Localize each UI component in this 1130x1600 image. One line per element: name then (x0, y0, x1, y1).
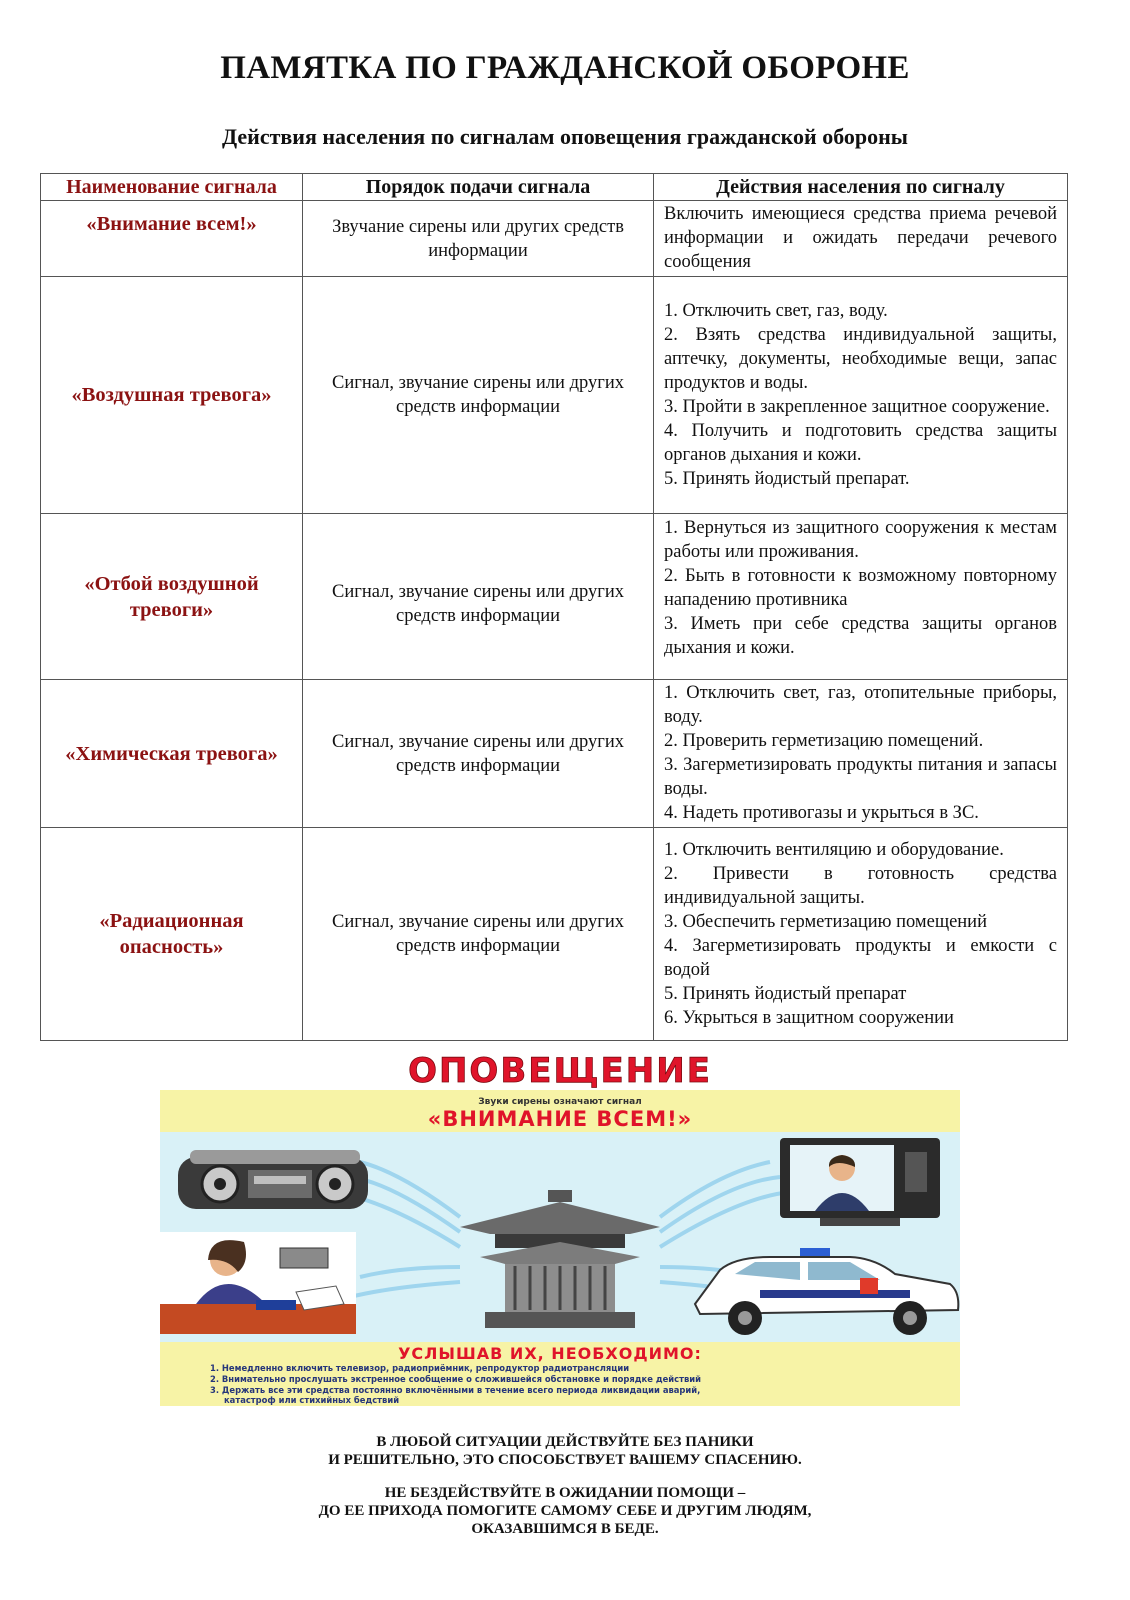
instruction-item: катастроф или стихийных бедствий (224, 1395, 400, 1405)
action-item: 2. Проверить герметизацию помещений. (664, 731, 984, 751)
poster-heading: ОПОВЕЩЕНИЕ (408, 1052, 712, 1091)
action-item: 6. Укрыться в защитном сооружении (664, 1007, 954, 1028)
action-item: 5. Принять йодистый препарат (664, 983, 907, 1004)
action-item: 5. Принять йодистый препарат. (664, 468, 910, 489)
table-row (41, 680, 1068, 828)
action-item: 1. Вернуться из защитного сооружения к местам работы или проживания. (664, 518, 1057, 562)
tv-announcer-icon (780, 1138, 940, 1226)
action-item: 1. Отключить свет, газ, отопительные приборы, воду. (664, 683, 1057, 727)
signal-order: Сигнал, звучание сирены или других средств информации (303, 680, 654, 828)
action-item: 4. Надеть противогазы и укрыться в ЗС. (664, 803, 979, 823)
table-row (41, 201, 1068, 277)
table-row (41, 277, 1068, 514)
poster-small-caption: Звуки сирены означают сигнал (478, 1097, 642, 1107)
footer-line: И РЕШИТЕЛЬНО, ЭТО СПОСОБСТВУЕТ ВАШЕМУ СПАСЕНИЮ. (328, 1452, 802, 1468)
signals-table (40, 173, 1068, 1041)
police-stripe (760, 1290, 910, 1298)
footer-advice-1 (0, 1433, 1130, 1469)
action-item: 3. Обеспечить герметизацию помещений (664, 911, 987, 932)
alert-poster (160, 1052, 980, 1432)
table-header-row (41, 174, 1068, 201)
action-item: 2. Быть в готовности к возможному повторному нападению противника (664, 566, 1057, 610)
phone-operator-icon (160, 1232, 356, 1334)
footer-line: ДО ЕЕ ПРИХОДА ПОМОГИТЕ САМОМУ СЕБЕ И ДРУГИМ ЛЮДЯМ, (318, 1503, 812, 1519)
instructions-title: УСЛЫШАВ ИХ, НЕОБХОДИМО: (398, 1344, 702, 1363)
action-item: 4. Получить и подготовить средства защиты органов дыхания и кожи. (664, 420, 1057, 465)
page-subtitle: Действия населения по сигналам оповещения гражданской обороны (222, 124, 908, 149)
footer-line: НЕ БЕЗДЕЙСТВУЙТЕ В ОЖИДАНИИ ПОМОЩИ – (384, 1485, 746, 1501)
radio-cassette-icon (178, 1150, 368, 1209)
signal-order: Звучание сирены или других средств информации (303, 201, 654, 277)
action-item: 1. Отключить вентиляцию и оборудование. (664, 839, 1004, 860)
footer-line: ОКАЗАВШИМСЯ В БЕДЕ. (471, 1521, 659, 1537)
signal-name: «Внимание всем!» (41, 201, 303, 277)
action-item: 2. Привести в готовность средства индивидуальной защиты. (664, 863, 1057, 908)
column-header-signal-order: Порядок подачи сигнала (303, 174, 654, 201)
instruction-item: 3. Держать все эти средства постоянно включёнными в течение всего периода ликвидации аварий, (210, 1385, 701, 1395)
action-item: Включить имеющиеся средства приема речевой информации и ожидать передачи речевого сообщения (664, 204, 1057, 272)
signal-actions (654, 828, 1068, 1041)
signal-order: Сигнал, звучание сирены или других средств информации (303, 277, 654, 514)
signal-actions (654, 277, 1068, 514)
action-item: 3. Пройти в закрепленное защитное сооружение. (664, 396, 1050, 417)
poster-signal-name: «ВНИМАНИЕ ВСЕМ!» (427, 1107, 693, 1131)
footer-line: В ЛЮБОЙ СИТУАЦИИ ДЕЙСТВУЙТЕ БЕЗ ПАНИКИ (376, 1434, 754, 1450)
action-item: 1. Отключить свет, газ, воду. (664, 300, 888, 321)
instruction-item: 2. Внимательно прослушать экстренное сообщение о сложившейся обстановке и порядке действий (210, 1374, 701, 1384)
column-header-actions: Действия населения по сигналу (654, 174, 1068, 201)
action-item: 3. Иметь при себе средства защиты органов дыхания и кожи. (664, 614, 1057, 658)
signal-actions (654, 514, 1068, 680)
page-title: ПАМЯТКА ПО ГРАЖДАНСКОЙ ОБОРОНЕ (220, 50, 910, 86)
signal-name: «Воздушная тревога» (41, 277, 303, 514)
alert-poster-graphic (160, 1052, 980, 1432)
table-row (41, 514, 1068, 680)
table-row (41, 828, 1068, 1041)
action-item: 2. Взять средства индивидуальной защиты, аптечку, документы, необходимые вещи, запас продуктов и воды. (664, 324, 1057, 393)
instruction-item: 1. Немедленно включить телевизор, радиоприёмник, репродуктор радиотрансляции (210, 1363, 630, 1373)
footer-advice-2 (0, 1484, 1130, 1538)
signal-name: «Химическая тревога» (41, 680, 303, 828)
signal-order: Сигнал, звучание сирены или других средств информации (303, 828, 654, 1041)
action-item: 4. Загерметизировать продукты и емкости с водой (664, 935, 1057, 980)
signal-order: Сигнал, звучание сирены или других средств информации (303, 514, 654, 680)
signal-name: «Радиационная опасность» (41, 828, 303, 1041)
signal-actions (654, 680, 1068, 828)
signal-name: «Отбой воздушной тревоги» (41, 514, 303, 680)
action-item: 3. Загерметизировать продукты питания и запасы воды. (664, 755, 1057, 799)
column-header-signal-name: Наименование сигнала (41, 174, 303, 201)
signal-actions (654, 201, 1068, 277)
